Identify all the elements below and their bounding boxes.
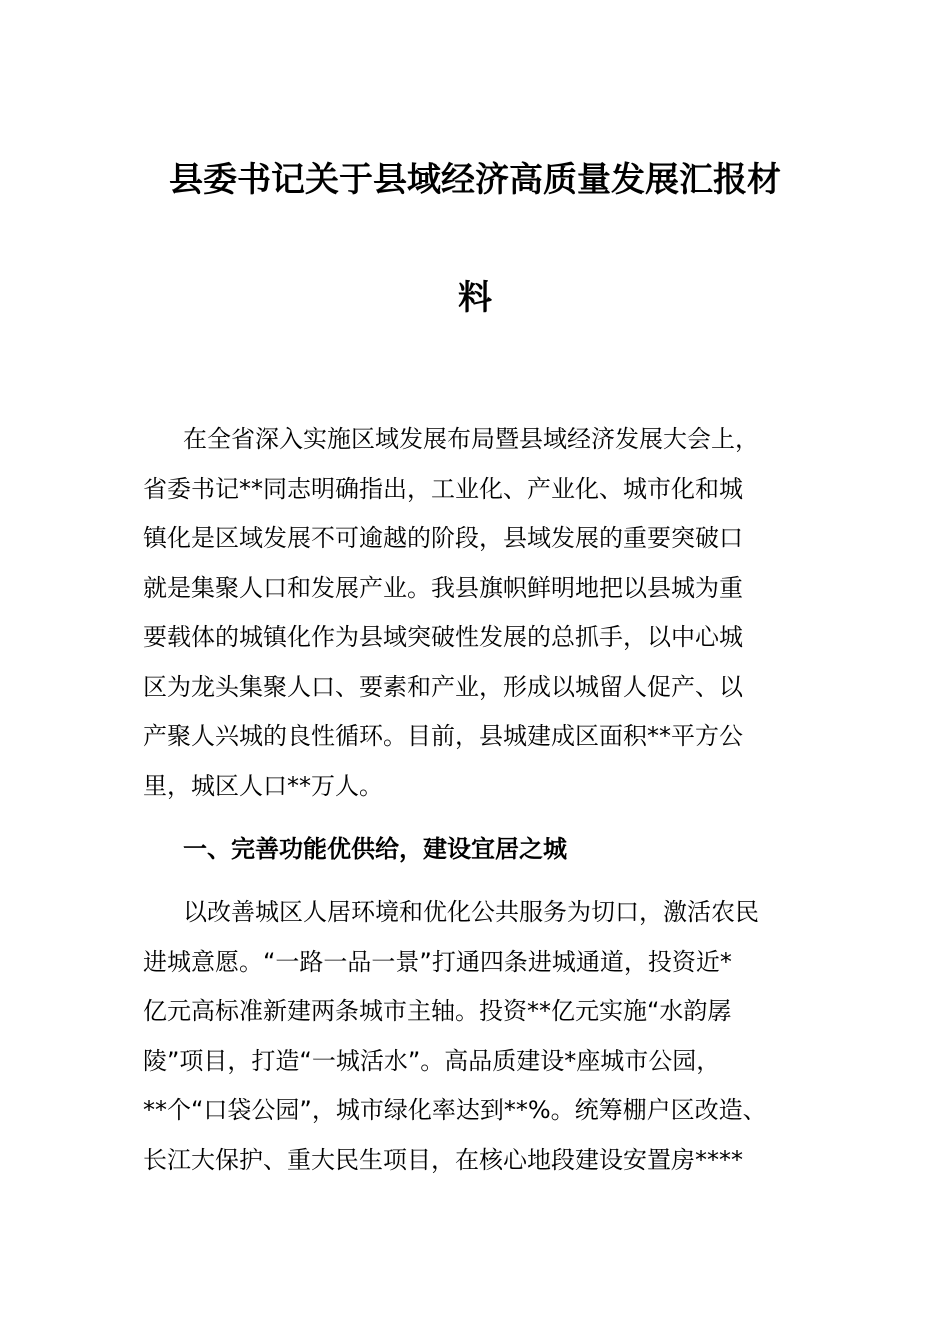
paragraph-line: 产聚人兴城的良性循环。目前，县城建成区面积**平方公 [143, 722, 743, 750]
paragraph-line: 陵”项目，打造“一城活水”。高品质建设*座城市公园， [143, 1046, 721, 1075]
paragraph-line: 在全省深入实施区域发展布局暨县域经济发展大会上， [183, 425, 759, 453]
section-heading: 一、完善功能优供给，建设宜居之城 [183, 835, 567, 863]
paragraph-line: 就是集聚人口和发展产业。我县旗帜鲜明地把以县城为重 [143, 573, 743, 602]
paragraph-intro [143, 415, 823, 811]
paragraph-line: 区为龙头集聚人口、要素和产业，形成以城留人促产、以 [143, 672, 743, 701]
document-title-line-1: 县委书记关于县域经济高质量发展汇报材 [169, 160, 781, 200]
paragraph-section-1 [143, 888, 823, 1185]
paragraph-line: 以改善城区人居环境和优化公共服务为切口，激活农民 [183, 898, 759, 926]
paragraph-line: 省委书记**同志明确指出，工业化、产业化、城市化和城 [143, 474, 743, 503]
paragraph-line: **个“口袋公园”，城市绿化率达到**%。统筹棚户区改造、 [143, 1096, 767, 1124]
document-title-line-2: 料 [458, 278, 492, 318]
paragraph-line: 镇化是区域发展不可逾越的阶段，县域发展的重要突破口 [143, 524, 743, 552]
paragraph-line: 亿元高标准新建两条城市主轴。投资**亿元实施“水韵孱 [143, 997, 732, 1025]
paragraph-line: 进城意愿。“一路一品一景”打通四条进城通道，投资近* [143, 947, 732, 976]
paragraph-line: 长江大保护、重大民生项目，在核心地段建设安置房**** [143, 1145, 743, 1174]
paragraph-line: 要载体的城镇化作为县域突破性发展的总抓手，以中心城 [143, 623, 743, 651]
paragraph-line: 里，城区人口**万人。 [143, 771, 383, 800]
